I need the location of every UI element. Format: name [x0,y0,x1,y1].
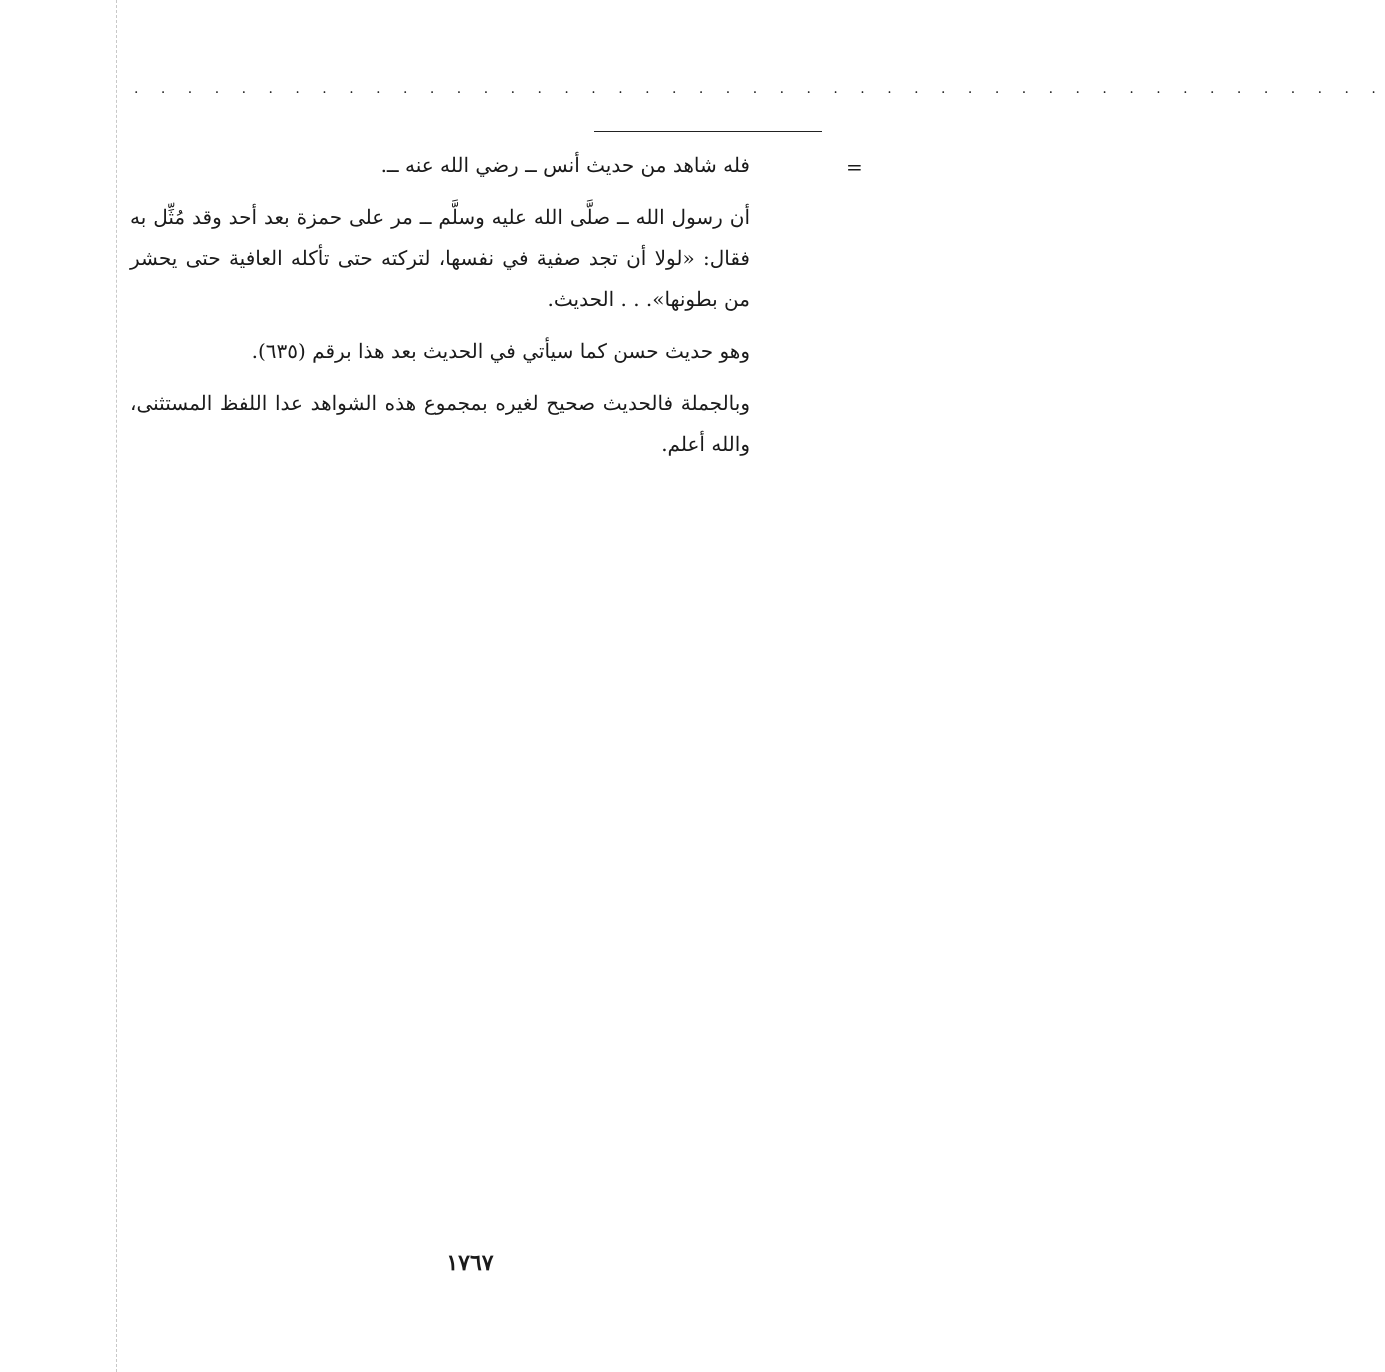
footnote-text [130,145,750,476]
footnote-rule [594,131,822,132]
scan-edge-line [116,0,117,1372]
paragraph: فله شاهد من حديث أنس ــ رضي الله عنه ــ. [380,153,750,177]
paragraph: وبالجملة فالحديث صحيح لغيره بمجموع هذه الشواهد عدا اللفظ المستثنى، والله أعلم. [130,391,750,456]
paragraph: أن رسول الله ــ صلَّى الله عليه وسلَّم ــ مر على حمزة بعد أحد وقد مُثِّل به فقال: «لولا أن تجد صفية في نفسها، لتركته حتى تأكله العافية حتى يحشر من بطونها». . . الحديث. [130,205,750,311]
dotted-separator: · · · · · · · · · · · · · · · · · · · · · · · · · · · · · · · · · · · · · · · · · · · · · · · [134,85,1385,101]
page-number: ١٧٦٧ [446,1250,494,1276]
paragraph: وهو حديث حسن كما سيأتي في الحديث بعد هذا برقم (٦٣٥). [251,339,750,363]
continuation-mark: = [846,155,863,179]
